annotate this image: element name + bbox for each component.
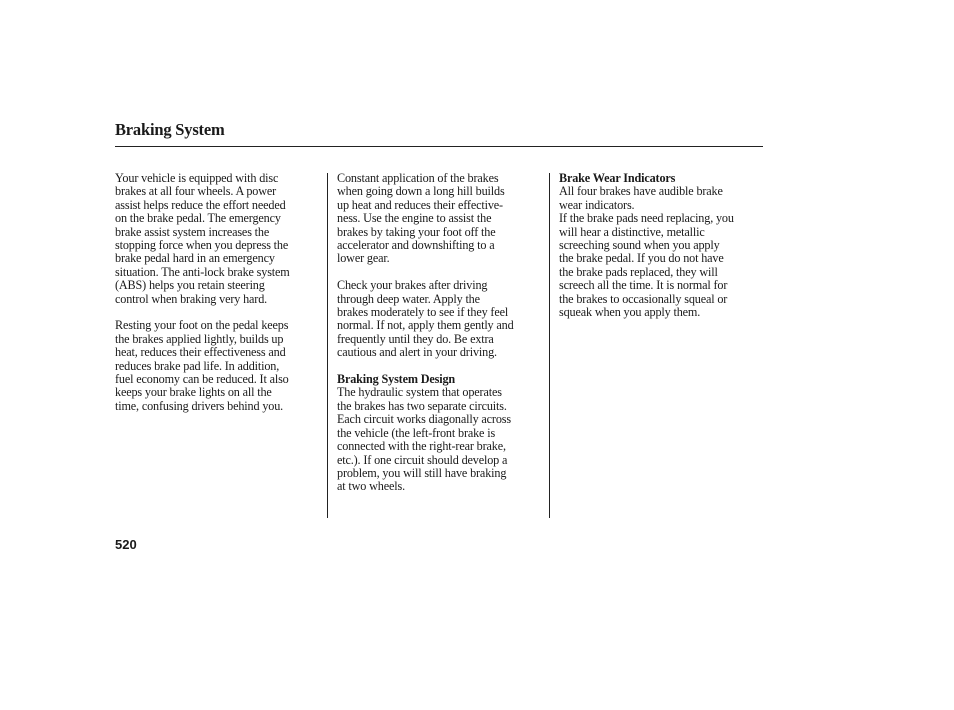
text-line: frequently until they do. Be extra xyxy=(337,331,494,346)
text-line: the brake pedal. If you do not have xyxy=(559,251,724,266)
paragraph-pad-replacement xyxy=(559,212,764,319)
text-line: lower gear. xyxy=(337,251,390,266)
text-line: brakes by taking your foot off the xyxy=(337,224,496,239)
text-line: will hear a distinctive, metallic xyxy=(559,224,705,239)
text-line: normal. If not, apply them gently and xyxy=(337,318,514,333)
text-line: Check your brakes after driving xyxy=(337,278,488,293)
text-line: heat, reduces their effectiveness and xyxy=(115,345,286,360)
text-line: problem, you will still have braking xyxy=(337,465,507,480)
paragraph-resting-foot xyxy=(115,319,320,413)
text-line: cautious and alert in your driving. xyxy=(337,345,497,360)
text-line: (ABS) helps you retain steering xyxy=(115,278,265,293)
text-line: accelerator and downshifting to a xyxy=(337,238,495,253)
text-line: the brakes to occasionally squeal or xyxy=(559,291,728,306)
text-line: the vehicle (the left-front brake is xyxy=(337,425,496,440)
text-line: brake pedal hard in an emergency xyxy=(115,251,275,266)
text-line: fuel economy can be reduced. It also xyxy=(115,372,289,387)
text-line: reduces brake pad life. In addition, xyxy=(115,358,280,373)
paragraph-wear-indicators xyxy=(559,185,764,212)
text-line: The hydraulic system that operates xyxy=(337,385,502,400)
column-1 xyxy=(115,172,320,413)
paragraph-constant-application xyxy=(337,172,541,266)
text-line: situation. The anti-lock brake system xyxy=(115,264,290,279)
text-line: brakes at all four wheels. A power xyxy=(115,184,277,199)
text-line: up heat and reduces their effective- xyxy=(337,197,503,212)
text-line: connected with the right-rear brake, xyxy=(337,439,506,454)
section-heading-wear-indicators: Brake Wear Indicators xyxy=(559,171,676,185)
text-line: Each circuit works diagonally across xyxy=(337,412,511,427)
text-line: stopping force when you depress the xyxy=(115,238,289,253)
text-line: screech all the time. It is normal for xyxy=(559,278,728,293)
text-line: Resting your foot on the pedal keeps xyxy=(115,318,289,333)
title-rule xyxy=(115,146,763,147)
text-line: the brakes has two separate circuits. xyxy=(337,398,507,413)
text-line: assist helps reduce the effort needed xyxy=(115,197,286,212)
text-line: at two wheels. xyxy=(337,479,405,494)
text-line: keeps your brake lights on all the xyxy=(115,385,272,400)
column-2 xyxy=(337,172,541,494)
text-line: Constant application of the brakes xyxy=(337,171,499,185)
paragraph-intro xyxy=(115,172,320,306)
page-number: 520 xyxy=(115,537,137,552)
text-line: through deep water. Apply the xyxy=(337,291,480,306)
text-line: All four brakes have audible brake xyxy=(559,184,723,199)
paragraph-hydraulic xyxy=(337,386,541,493)
text-line: squeak when you apply them. xyxy=(559,305,701,320)
column-3 xyxy=(559,172,764,319)
text-line: control when braking very hard. xyxy=(115,291,268,306)
text-line: brakes moderately to see if they feel xyxy=(337,305,509,320)
text-line: the brakes applied lightly, builds up xyxy=(115,331,284,346)
text-line: screeching sound when you apply xyxy=(559,238,720,253)
text-line: when going down a long hill builds xyxy=(337,184,505,199)
text-line: the brake pads replaced, they will xyxy=(559,264,718,279)
section-heading-design: Braking System Design xyxy=(337,372,456,387)
column-divider-1 xyxy=(327,173,328,518)
text-line: brake assist system increases the xyxy=(115,224,270,239)
text-line: Your vehicle is equipped with disc xyxy=(115,171,279,185)
text-line: time, confusing drivers behind you. xyxy=(115,398,284,413)
text-line: wear indicators. xyxy=(559,197,635,212)
text-line: etc.). If one circuit should develop a xyxy=(337,452,508,467)
page-title: Braking System xyxy=(115,120,225,139)
text-line: on the brake pedal. The emergency xyxy=(115,211,281,226)
paragraph-deep-water xyxy=(337,279,541,359)
text-line: If the brake pads need replacing, you xyxy=(559,211,734,226)
text-line: ness. Use the engine to assist the xyxy=(337,211,492,226)
column-divider-2 xyxy=(549,173,550,518)
